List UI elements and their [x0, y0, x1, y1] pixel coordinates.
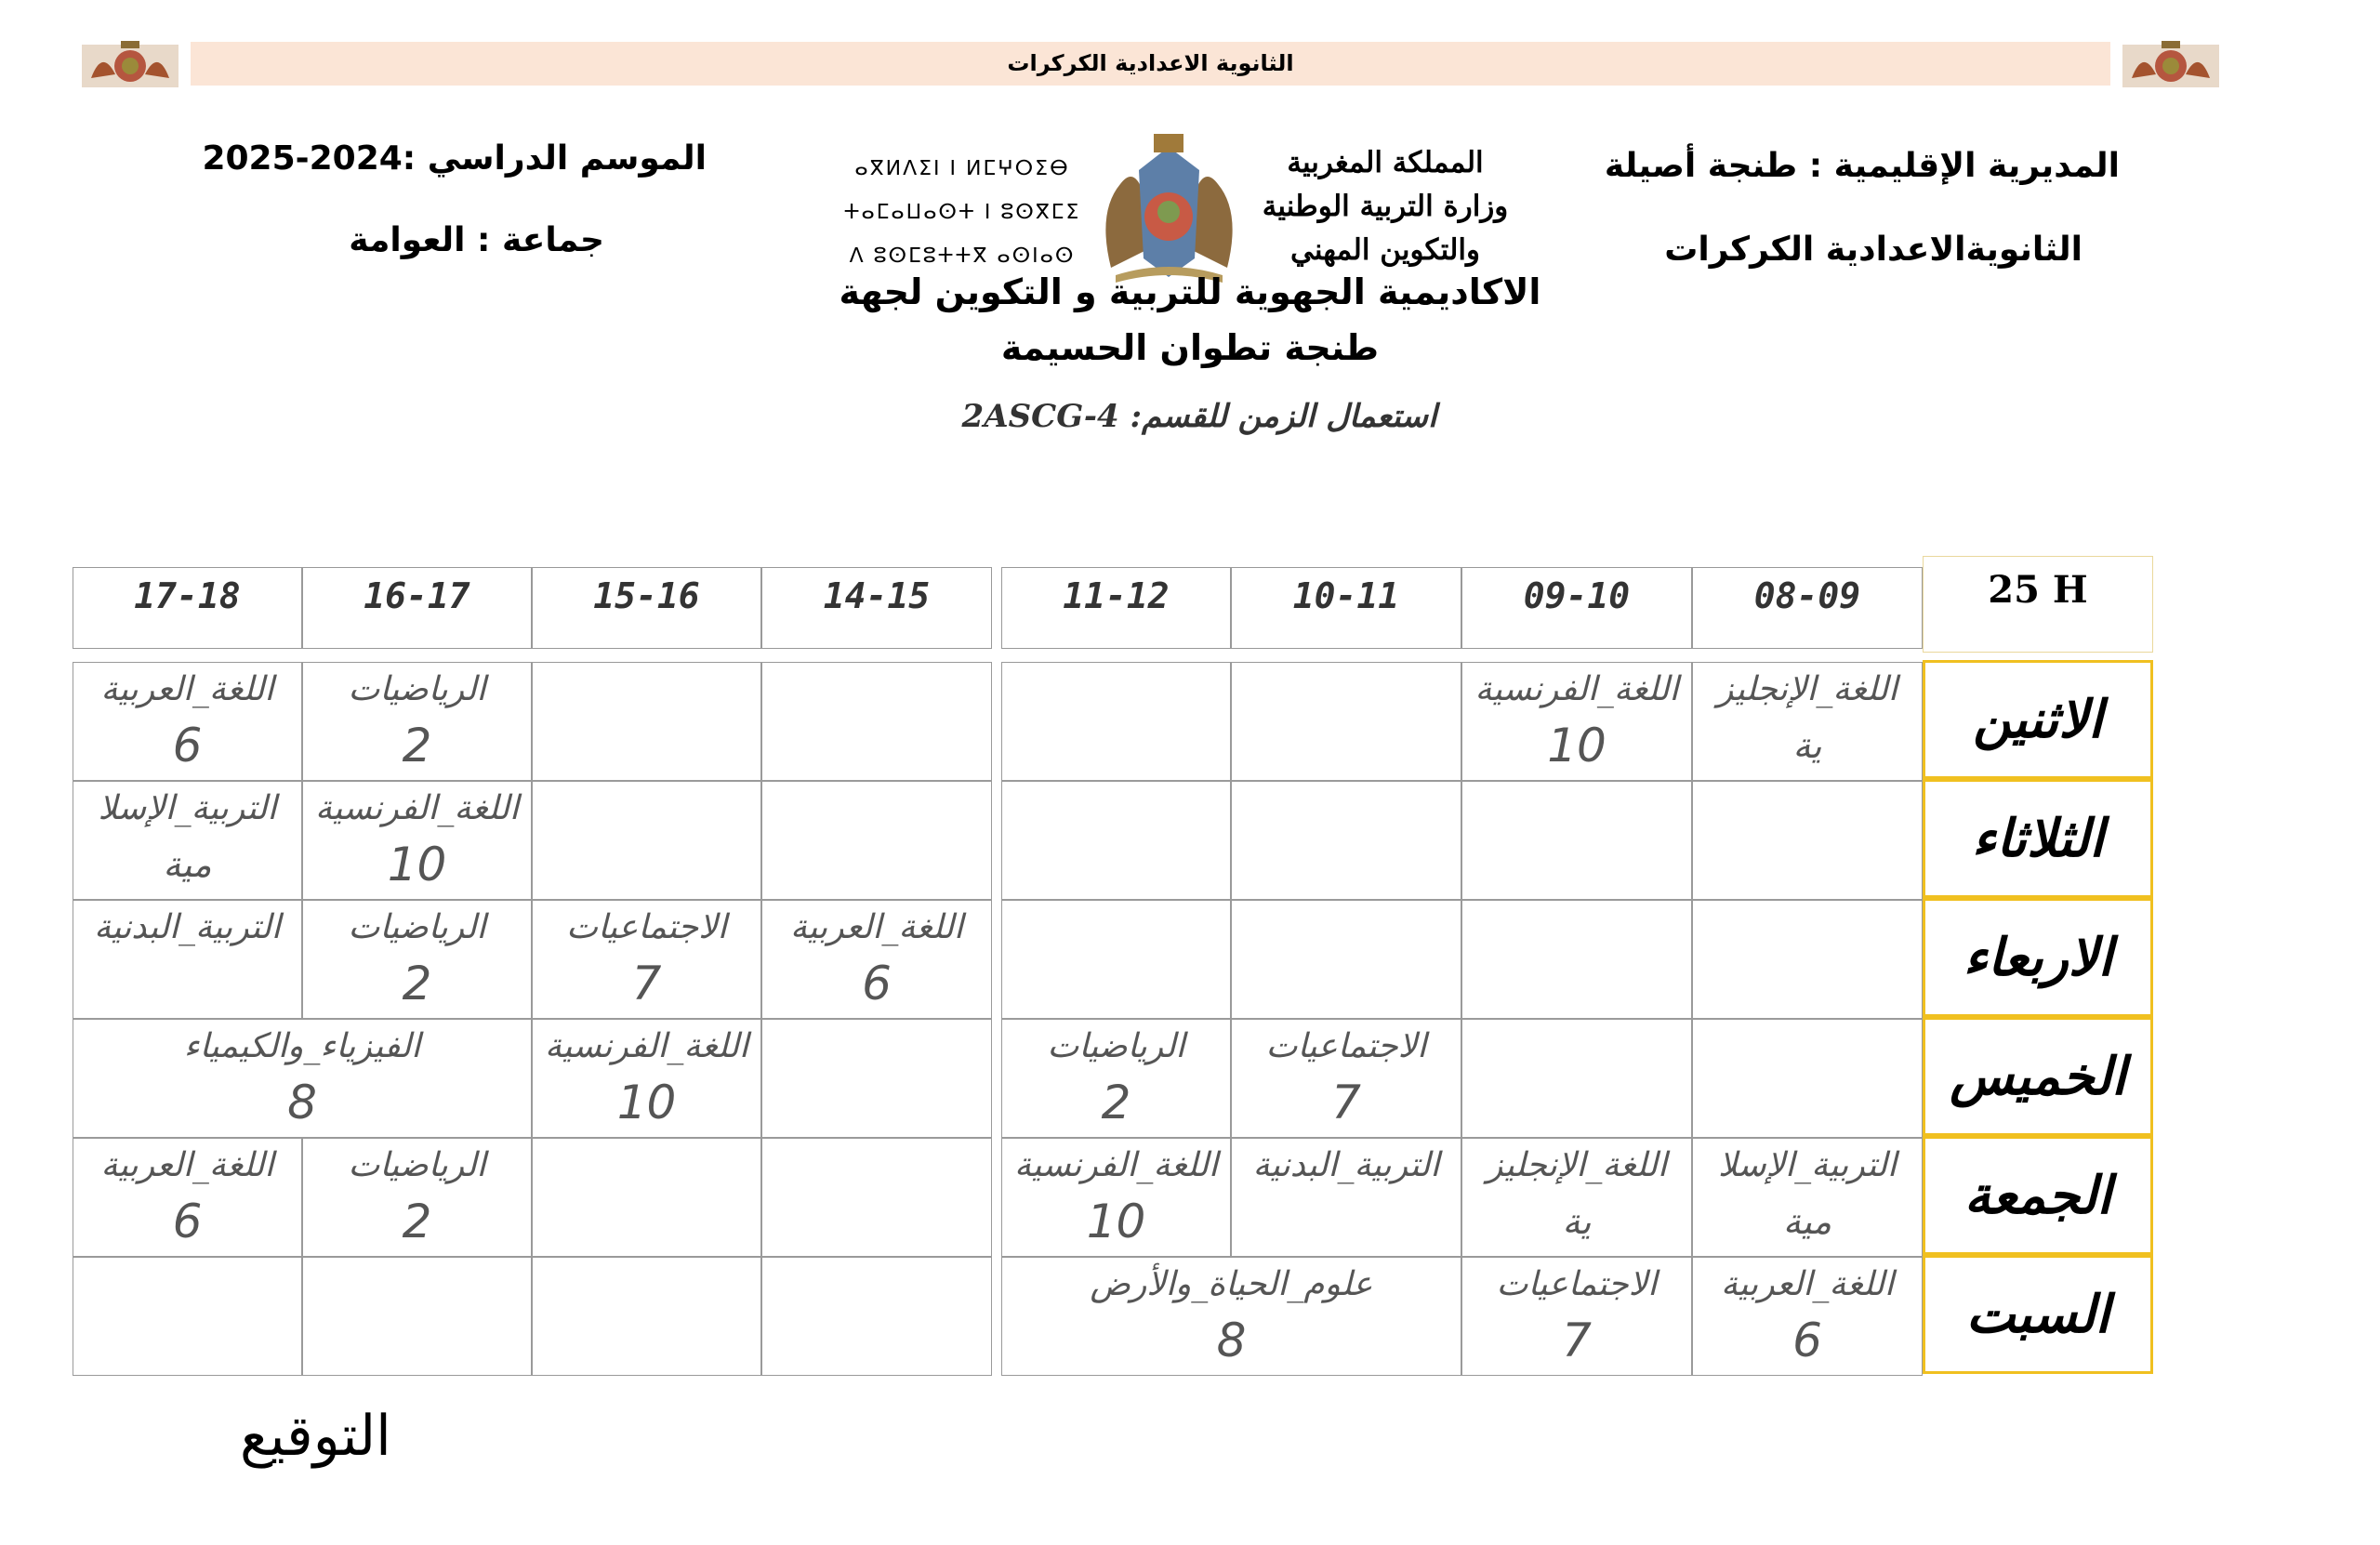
cell-number: 6 [172, 1195, 203, 1248]
time-slot-header: 08-09 [1692, 567, 1923, 649]
schedule-cell-empty [761, 1257, 992, 1376]
time-slot-header: 14-15 [761, 567, 992, 649]
cell-subject: اللغة_العربية [1721, 1265, 1894, 1303]
kingdom-ar-line: وزارة التربية الوطنية [1262, 190, 1509, 223]
schedule-cell-empty [1461, 781, 1692, 900]
time-slot-header: 15-16 [532, 567, 761, 649]
cell-subject: اللغة_العربية [100, 670, 274, 708]
cell-number: 7 [1331, 1076, 1361, 1129]
schedule-cell-empty [532, 662, 761, 781]
cell-number: مية [1782, 1201, 1832, 1242]
time-slot-header: 09-10 [1461, 567, 1692, 649]
kingdom-tf-line: ⴰⴳⵍⴷⵉⵏ ⵏ ⵍⵎⵖⵔⵉⴱ [854, 157, 1070, 180]
day-label-wednesday: الاربعاء [1923, 898, 2153, 1017]
schedule-cell-empty [1461, 900, 1692, 1019]
schedule-cell [1461, 1138, 1692, 1257]
day-label-saturday: السبت [1923, 1255, 2153, 1374]
schedule-cell [532, 900, 761, 1019]
cell-number: 2 [402, 957, 432, 1010]
cell-subject: اللغة_العربية [790, 908, 963, 946]
schedule-cell-empty [1692, 781, 1923, 900]
cell-subject: الرياضيات [348, 908, 486, 946]
cell-subject: اللغة_الفرنسية [315, 789, 519, 827]
schedule-cell [1692, 1138, 1923, 1257]
cell-subject: اللغة_الإنجليز [1717, 670, 1897, 708]
schedule-cell-empty [1692, 900, 1923, 1019]
schedule-cell [1231, 1019, 1461, 1138]
schedule-cell-empty [302, 1257, 532, 1376]
time-slot-header: 17-18 [73, 567, 302, 649]
schedule-cell [302, 900, 532, 1019]
cell-number: 10 [616, 1076, 677, 1129]
cell-number: 6 [1792, 1314, 1822, 1367]
cell-number: ية [1792, 725, 1822, 766]
cell-subject: التربية_البدنية [94, 908, 281, 946]
cell-number: 2 [1101, 1076, 1131, 1129]
schedule-cell [1231, 1138, 1461, 1257]
emblem-icon-left [74, 37, 186, 95]
schedule-cell-empty [1231, 662, 1461, 781]
cell-subject: التربية_الإسلا [1717, 1146, 1897, 1184]
schedule-cell [302, 781, 532, 900]
schedule-cell-empty [761, 1019, 992, 1138]
schedule-cell [302, 1138, 532, 1257]
cell-subject: علوم_الحياة_والأرض [1090, 1265, 1373, 1303]
cell-number: 2 [402, 1195, 432, 1248]
cell-subject: التربية_الإسلا [98, 789, 277, 827]
cell-subject: الرياضيات [348, 670, 486, 708]
kingdom-ar-line: والتكوين المهني [1290, 233, 1480, 267]
total-hours-label: 25 H [1923, 556, 2153, 653]
schedule-cell-empty [1231, 900, 1461, 1019]
cell-number: 7 [1562, 1314, 1592, 1367]
schedule-cell [73, 662, 302, 781]
schedule-cell [532, 1019, 761, 1138]
schedule-cell-empty [73, 1257, 302, 1376]
schedule-cell [73, 781, 302, 900]
emblem-icon-right [2115, 37, 2227, 95]
time-slot-header: 10-11 [1231, 567, 1461, 649]
schedule-cell-empty [761, 1138, 992, 1257]
schedule-cell [73, 1138, 302, 1257]
schedule-cell-empty [761, 662, 992, 781]
cell-subject: الاجتماعيات [1265, 1027, 1427, 1065]
cell-number: 10 [1086, 1195, 1146, 1248]
schedule-cell-empty [1001, 662, 1231, 781]
time-slot-header: 16-17 [302, 567, 532, 649]
cell-number: 7 [631, 957, 662, 1010]
cell-number: 6 [862, 957, 892, 1010]
cell-subject: الاجتماعيات [1496, 1265, 1658, 1303]
schedule-cell-empty [532, 781, 761, 900]
schedule-cell [1001, 1019, 1231, 1138]
schedule-cell-empty [532, 1138, 761, 1257]
cell-subject: الرياضيات [1047, 1027, 1185, 1065]
cell-subject: اللغة_الفرنسية [1474, 670, 1679, 708]
cell-subject: الاجتماعيات [566, 908, 727, 946]
cell-number: ية [1562, 1201, 1592, 1242]
day-label-friday: الجمعة [1923, 1136, 2153, 1255]
academy-title-line2: طنجة تطوان الحسيمة [1000, 327, 1380, 368]
directorate-label: المديرية الإقليمية : طنجة أصيلة [1604, 147, 2120, 185]
cell-subject: التربية_البدنية [1252, 1146, 1440, 1184]
cell-subject: الفيزياء_والكيمياء [183, 1027, 421, 1065]
cell-subject: اللغة_الفرنسية [1014, 1146, 1218, 1184]
season-label: الموسم الدراسي :2024-2025 [202, 139, 707, 178]
cell-subject: الرياضيات [348, 1146, 486, 1184]
time-slot-header: 11-12 [1001, 567, 1231, 649]
kingdom-ar-line: المملكة المغربية [1287, 146, 1484, 179]
signature-label: التوقيع [240, 1404, 391, 1469]
cell-subject: اللغة_الإنجليز [1487, 1146, 1667, 1184]
schedule-cell-empty [1001, 900, 1231, 1019]
schedule-cell [761, 900, 992, 1019]
schedule-cell-empty [532, 1257, 761, 1376]
schedule-cell-empty [1001, 781, 1231, 900]
schedule-cell-empty [1461, 1019, 1692, 1138]
kingdom-tf-line: ⴷ ⵓⵙⵎⵓⵜⵜⴳ ⴰⵙⵏⴰⵙ [849, 244, 1076, 268]
banner-title: الثانوية الاعدادية الكركرات [1007, 50, 1294, 76]
day-label-tuesday: الثلاثاء [1923, 779, 2153, 898]
schedule-cell-merged [73, 1019, 532, 1138]
cell-number: 2 [402, 719, 432, 772]
cell-subject: اللغة_الفرنسية [545, 1027, 748, 1065]
schedule-cell [1461, 662, 1692, 781]
schedule-cell-merged [1001, 1257, 1461, 1376]
schedule-cell-empty [761, 781, 992, 900]
coat-of-arms-icon [1092, 128, 1246, 286]
cell-number: 8 [287, 1076, 317, 1129]
class-schedule-title: استعمال الزمن للقسم: 2ASCG-4 [961, 398, 1437, 435]
cell-number: 10 [387, 838, 447, 891]
day-label-monday: الاثنين [1923, 660, 2153, 779]
schedule-cell [73, 900, 302, 1019]
cell-number: 8 [1216, 1314, 1247, 1367]
schedule-cell [1001, 1138, 1231, 1257]
schedule-cell [302, 662, 532, 781]
cell-number: مية [163, 844, 212, 885]
day-label-thursday: الخميس [1923, 1017, 2153, 1136]
school-label: الثانويةالاعدادية الكركرات [1664, 231, 2082, 269]
kingdom-tf-line: ⵜⴰⵎⴰⵡⴰⵙⵜ ⵏ ⵓⵙⴳⵎⵉ [843, 201, 1081, 224]
cell-subject: اللغة_العربية [100, 1146, 274, 1184]
schedule-cell-empty [1692, 1019, 1923, 1138]
academy-title-line1: الاكاديمية الجهوية للتربية و التكوين لجهة [839, 271, 1541, 312]
kingdom-tifinagh-text [809, 147, 1116, 278]
cell-number: 10 [1547, 719, 1606, 772]
schedule-cell-empty [1231, 781, 1461, 900]
commune-label: جماعة : العوامة [349, 221, 604, 259]
schedule-cell [1692, 662, 1923, 781]
cell-number: 6 [172, 719, 203, 772]
kingdom-arabic-text [1246, 141, 1525, 272]
schedule-cell [1692, 1257, 1923, 1376]
schedule-cell [1461, 1257, 1692, 1376]
